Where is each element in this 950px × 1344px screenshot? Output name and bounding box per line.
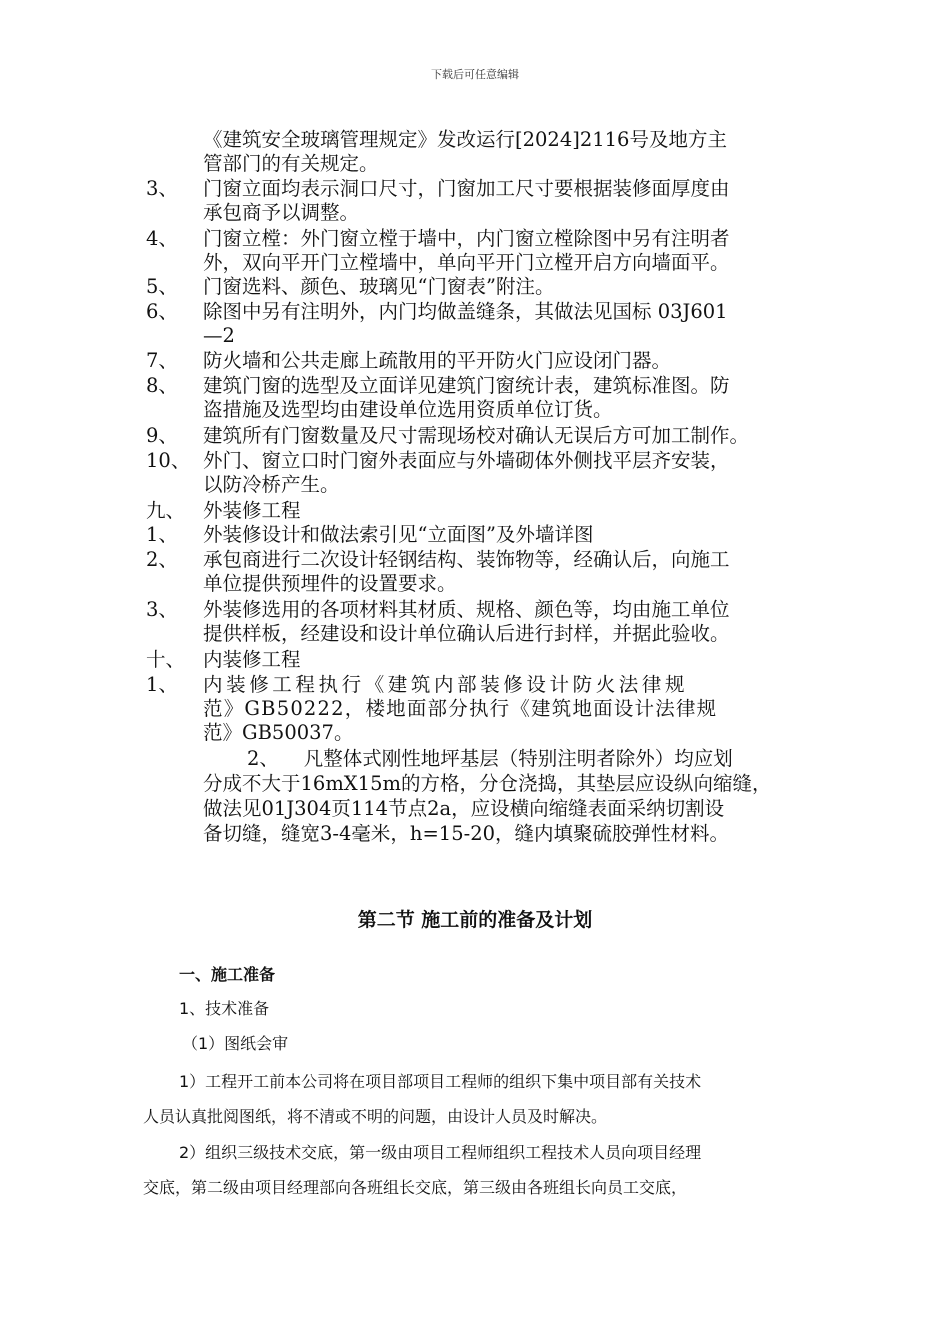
item-number: 9、 [146,424,178,447]
item-line: 承包商予以调整。 [203,201,360,224]
subheading-drawing-review: （1）图纸会审 [182,1034,289,1053]
item-number: 十、 [146,648,186,671]
section-title: 第二节 施工前的准备及计划 [357,909,593,931]
item-number: 8、 [146,374,178,397]
item-line: 外装修工程 [203,499,301,522]
item-line: 门窗立面均表示洞口尺寸，门窗加工尺寸要根据装修面厚度由 [203,177,730,200]
item-number: 7、 [146,349,178,372]
item-number: 3、 [146,598,178,621]
item-line: 以防冷桥产生。 [203,473,340,496]
item-line: —2 [203,324,235,347]
body-line: 人员认真批阅图纸，将不清或不明的问题，由设计人员及时解决。 [143,1107,608,1126]
page-header: 下载后可任意编辑 [431,68,519,81]
item-number: 4、 [146,227,178,250]
subheading-construction-prep: 一、施工准备 [179,965,276,984]
item-line: 外门、窗立口时门窗外表面应与外墙砌体外侧找平层齐安装， [203,449,730,472]
item-line: 范》GB50037。 [203,721,354,744]
item-line: 外装修设计和做法索引见“立面图”及外墙详图 [203,523,594,546]
continuation-line-1: 《建筑安全玻璃管理规定》发改运行[2024]2116号及地方主 [203,128,727,151]
item-number: 1、 [146,523,178,546]
item-number: 10、 [146,449,191,472]
item-line: 防火墙和公共走廊上疏散用的平开防火门应设闭门器。 [203,349,672,372]
para-line: 做法见01J304页114节点2a，应设横向缩缝表面采纳切割设 [203,797,725,820]
item-line: 外，双向平开门立樘墙中，单向平开门立樘开启方向墙面平。 [203,251,730,274]
item-line: 外装修选用的各项材料其材质、规格、颜色等，均由施工单位 [203,598,730,621]
item-line: 提供样板，经建设和设计单位确认后进行封样，并据此验收。 [203,622,730,645]
item-number: 5、 [146,275,178,298]
item-number: 6、 [146,300,178,323]
para-first-line: 2、 凡整体式刚性地坪基层（特别注明者除外）均应划 [247,747,733,770]
para-line: 分成不大于16mX15m的方格，分仓浇捣，其垫层应设纵向缩缝， [203,772,772,795]
item-line: 范》GB50222，楼地面部分执行《建筑地面设计法律规 [203,697,718,720]
item-line: 盗措施及选型均由建设单位选用资质单位订货。 [203,398,613,421]
body-line: 2）组织三级技术交底，第一级由项目工程师组织工程技术人员向项目经理 [179,1143,702,1162]
item-line: 单位提供预埋件的设置要求。 [203,572,457,595]
item-line: 建筑所有门窗数量及尺寸需现场校对确认无误后方可加工制作。 [203,424,750,447]
body-line: 1）工程开工前本公司将在项目部项目工程师的组织下集中项目部有关技术 [179,1072,702,1091]
item-number: 3、 [146,177,178,200]
item-line: 内装修工程执行《建筑内部装修设计防火法律规 [203,673,689,696]
item-line: 承包商进行二次设计轻钢结构、装饰物等，经确认后，向施工 [203,548,730,571]
continuation-line-2: 管部门的有关规定。 [203,152,379,175]
item-line: 内装修工程 [203,648,301,671]
subheading-technical-prep: 1、技术准备 [179,999,270,1018]
para-line: 备切缝，缝宽3-4毫米，h=15-20，缝内填聚硫胶弹性材料。 [203,822,730,845]
item-line: 门窗选料、颜色、玻璃见“门窗表”附注。 [203,275,555,298]
body-line: 交底，第二级由项目经理部向各班组长交底，第三级由各班组长向员工交底， [143,1178,688,1197]
item-number: 2、 [146,548,178,571]
item-number: 九、 [146,499,186,522]
item-number: 1、 [146,673,178,696]
item-line: 建筑门窗的选型及立面详见建筑门窗统计表，建筑标准图。防 [203,374,730,397]
item-line: 门窗立樘：外门窗立樘于墙中，内门窗立樘除图中另有注明者 [203,227,730,250]
item-line: 除图中另有注明外，内门均做盖缝条，其做法见国标 03J601 [203,300,728,323]
